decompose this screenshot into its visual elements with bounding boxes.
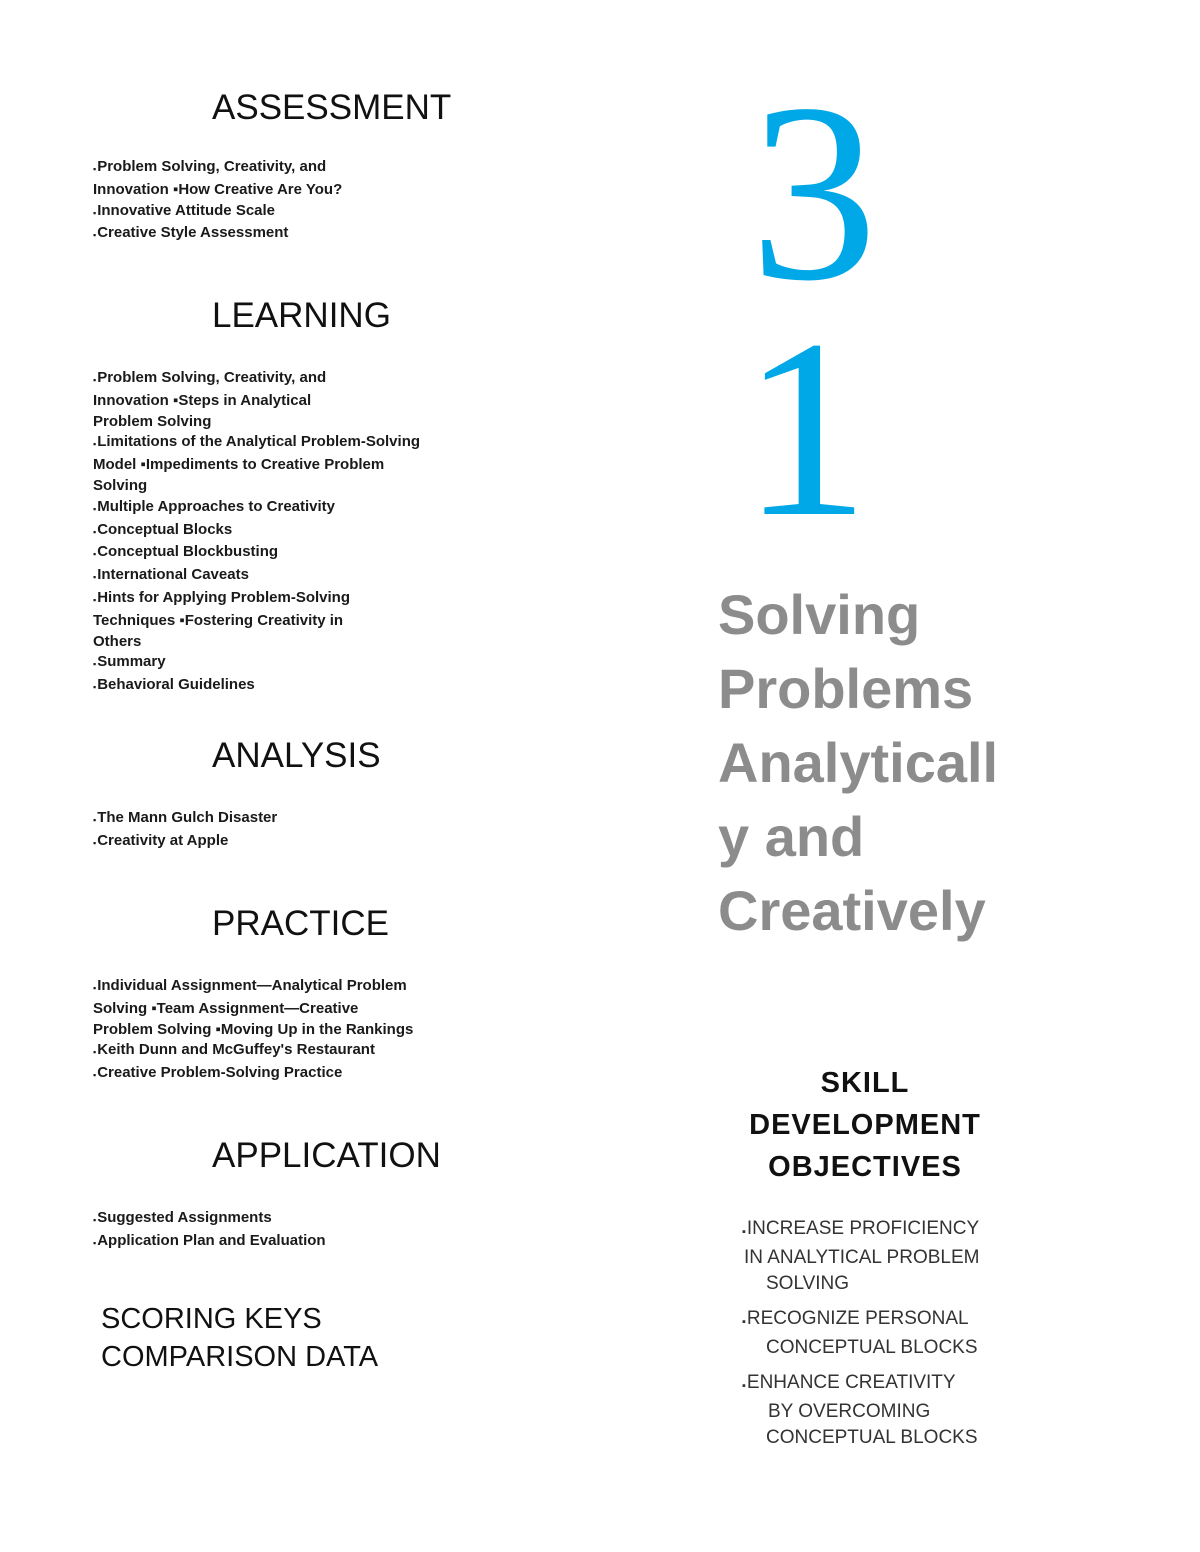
list-item: ▪Summary xyxy=(93,653,166,671)
list-item: ▪Limitations of the Analytical Problem-Solving xyxy=(93,433,421,451)
chapter-number-digit-3: 3 xyxy=(750,52,878,334)
list-item: ▪The Mann Gulch Disaster xyxy=(93,809,278,826)
objectives-list xyxy=(742,1216,1042,1460)
bullet-icon: ▪ xyxy=(93,375,97,385)
list-item: Innovation ▪Steps in Analytical xyxy=(93,391,312,409)
bullet-icon: ▪ xyxy=(93,207,97,218)
objectives-heading: SKILL DEVELOPMENT OBJECTIVES xyxy=(749,1067,981,1183)
bullet-icon: ▪ xyxy=(93,439,97,450)
scoring-keys-label: SCORING KEYS xyxy=(101,1303,322,1335)
list-item: ▪Behavioral Guidelines xyxy=(93,676,255,694)
bullet-icon: ▪ xyxy=(93,1047,97,1058)
bullet-icon: ▪ xyxy=(742,1316,746,1328)
list-item: Solving ▪Team Assignment—Creative xyxy=(93,999,359,1017)
analysis-heading: ANALYSIS xyxy=(212,736,381,775)
list-item: ▪International Caveats xyxy=(93,566,249,584)
list-item: ▪Application Plan and Evaluation xyxy=(93,1231,326,1249)
list-item: ▪Multiple Approaches to Creativity xyxy=(93,497,336,515)
bullet-icon: ▪ xyxy=(93,526,97,537)
bullet-icon: ▪ xyxy=(93,594,97,605)
list-item: ▪Conceptual Blocks xyxy=(93,520,233,538)
list-item: ▪Problem Solving, Creativity, and xyxy=(93,369,327,386)
bullet-icon: ▪ xyxy=(93,164,97,174)
objective-item: ▪INCREASE PROFICIENCY IN ANALYTICAL PROBLEM SOLVING xyxy=(742,1218,980,1294)
bullet-icon: ▪ xyxy=(93,659,97,670)
objective-item: ▪ENHANCE CREATIVITY BY OVERCOMING CONCEPTUAL BLOCKS xyxy=(742,1372,978,1448)
analysis-list xyxy=(93,808,493,854)
list-item: Problem Solving ▪Moving Up in the Rankings xyxy=(93,1020,414,1038)
comparison-data-label: COMPARISON DATA xyxy=(101,1341,379,1373)
bullet-icon: ▪ xyxy=(93,1070,97,1081)
bullet-icon: ▪ xyxy=(93,1215,97,1225)
list-item: Solving xyxy=(93,476,148,494)
chapter-title: Solving Problems Analyticall y and Creatively xyxy=(718,583,999,942)
bullet-icon: ▪ xyxy=(93,1237,97,1248)
bullet-icon: ▪ xyxy=(93,572,97,583)
list-item: ▪Problem Solving, Creativity, and xyxy=(93,158,327,175)
list-item: Innovation ▪How Creative Are You? xyxy=(93,180,343,198)
bullet-icon: ▪ xyxy=(93,503,97,514)
list-item: ▪Creative Problem-Solving Practice xyxy=(93,1064,343,1082)
list-item: ▪Keith Dunn and McGuffey's Restaurant xyxy=(93,1041,375,1059)
chapter-number-digit-1: 1 xyxy=(742,288,870,570)
bullet-icon: ▪ xyxy=(742,1226,746,1238)
scoring-keys xyxy=(101,1300,378,1376)
learning-list xyxy=(93,368,493,698)
list-item: Problem Solving xyxy=(93,412,212,430)
assessment-heading: ASSESSMENT xyxy=(212,88,452,127)
list-item: ▪Creative Style Assessment xyxy=(93,224,289,242)
list-item: ▪Creativity at Apple xyxy=(93,831,229,849)
practice-list xyxy=(93,976,493,1086)
bullet-icon: ▪ xyxy=(93,837,97,848)
list-item: ▪Innovative Attitude Scale xyxy=(93,201,276,219)
assessment-list xyxy=(93,157,493,246)
list-item: Others xyxy=(93,632,142,650)
bullet-icon: ▪ xyxy=(93,815,97,825)
list-item: Model ▪Impediments to Creative Problem xyxy=(93,456,385,474)
list-item: Techniques ▪Fostering Creativity in xyxy=(93,611,344,629)
application-list xyxy=(93,1208,493,1254)
bullet-icon: ▪ xyxy=(93,549,97,560)
practice-heading: PRACTICE xyxy=(212,904,389,943)
list-item: ▪Suggested Assignments xyxy=(93,1209,272,1226)
list-item: ▪Conceptual Blockbusting xyxy=(93,543,279,561)
objective-item: ▪RECOGNIZE PERSONAL CONCEPTUAL BLOCKS xyxy=(742,1308,978,1358)
bullet-icon: ▪ xyxy=(93,230,97,241)
bullet-icon: ▪ xyxy=(93,682,97,693)
list-item: ▪Individual Assignment—Analytical Problem xyxy=(93,977,407,994)
learning-heading: LEARNING xyxy=(212,296,391,335)
bullet-icon: ▪ xyxy=(93,983,97,993)
list-item: ▪Hints for Applying Problem-Solving xyxy=(93,588,350,606)
bullet-icon: ▪ xyxy=(742,1380,746,1392)
application-heading: APPLICATION xyxy=(212,1136,441,1175)
